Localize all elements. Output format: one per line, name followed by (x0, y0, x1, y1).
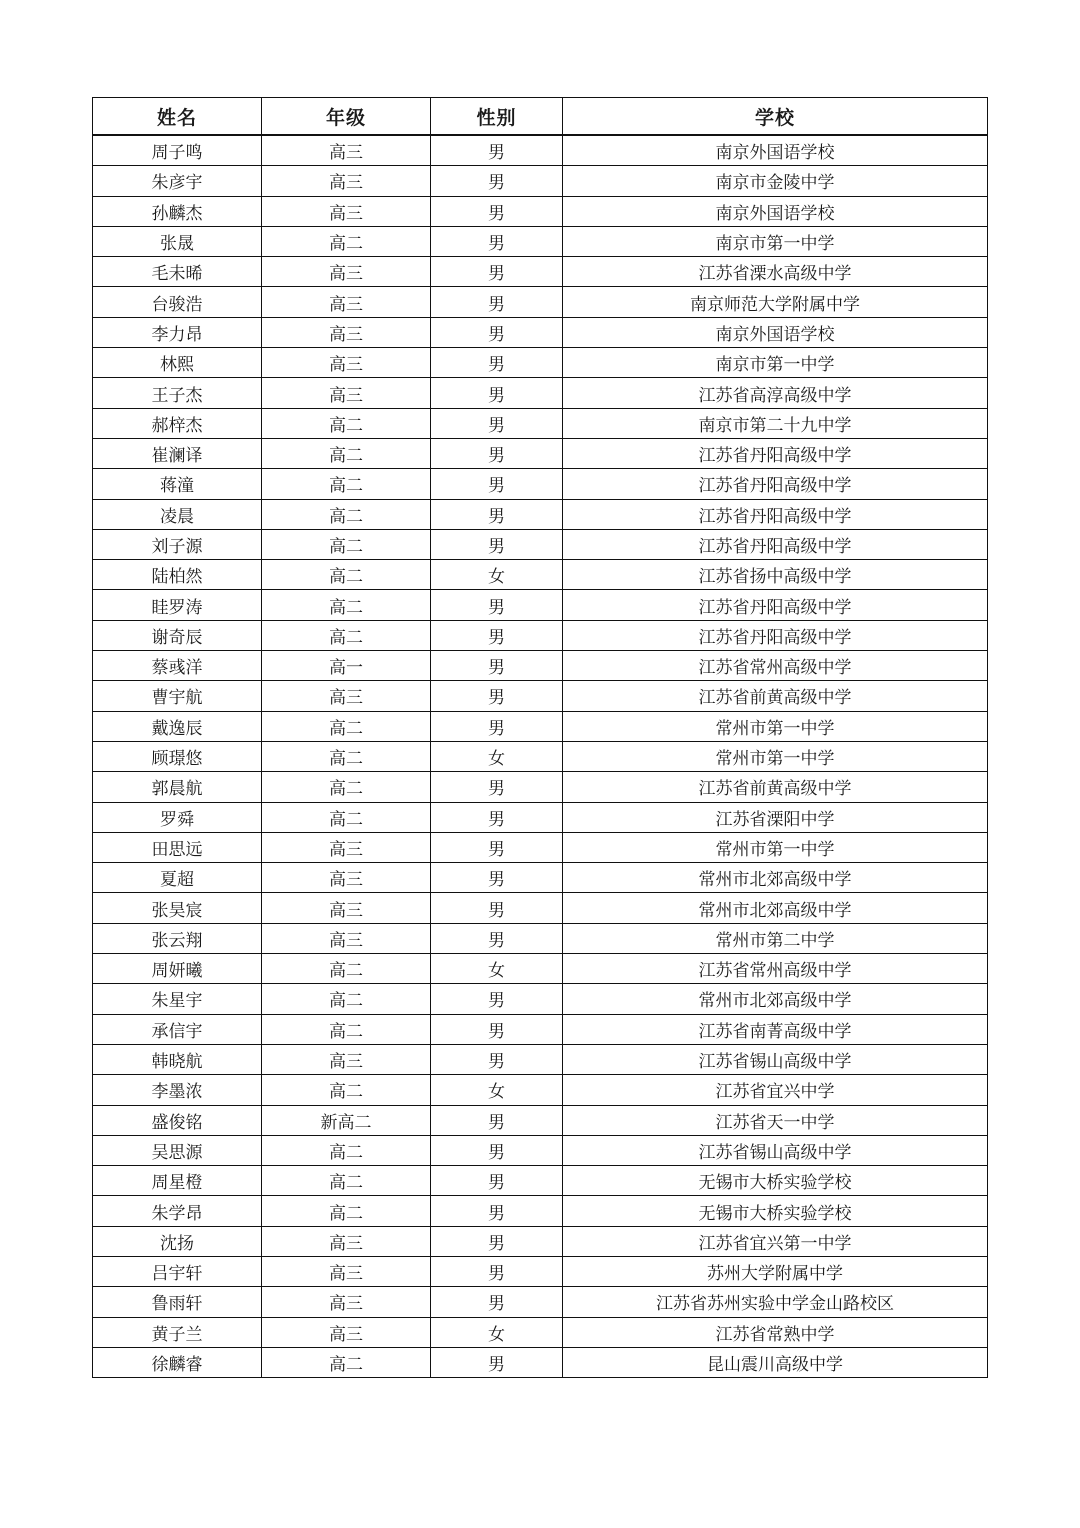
cell-grade: 高二 (262, 1075, 431, 1105)
cell-school: 江苏省前黄高级中学 (563, 772, 988, 802)
cell-school: 江苏省丹阳高级中学 (563, 590, 988, 620)
cell-gender: 男 (431, 681, 563, 711)
cell-school: 江苏省丹阳高级中学 (563, 499, 988, 529)
cell-name: 朱星宇 (93, 984, 262, 1014)
cell-school: 江苏省溧阳中学 (563, 802, 988, 832)
table-row (93, 802, 988, 832)
cell-school: 江苏省高淳高级中学 (563, 378, 988, 408)
cell-name: 曹宇航 (93, 681, 262, 711)
cell-gender: 男 (431, 984, 563, 1014)
cell-school: 南京外国语学校 (563, 196, 988, 226)
cell-gender: 男 (431, 832, 563, 862)
cell-name: 周妍曦 (93, 954, 262, 984)
table-row (93, 1075, 988, 1105)
cell-school: 江苏省宜兴中学 (563, 1075, 988, 1105)
cell-grade: 高三 (262, 196, 431, 226)
table-row (93, 135, 988, 166)
table-row (93, 560, 988, 590)
cell-grade: 高三 (262, 1226, 431, 1256)
table-row (93, 529, 988, 559)
cell-gender: 男 (431, 1014, 563, 1044)
table-row (93, 378, 988, 408)
table-row (93, 257, 988, 287)
cell-school: 江苏省丹阳高级中学 (563, 469, 988, 499)
cell-school: 南京市第一中学 (563, 348, 988, 378)
cell-school: 江苏省宜兴第一中学 (563, 1226, 988, 1256)
table-row (93, 651, 988, 681)
cell-grade: 高二 (262, 1166, 431, 1196)
cell-gender: 男 (431, 317, 563, 347)
table-header (93, 98, 988, 136)
cell-name: 孙麟杰 (93, 196, 262, 226)
cell-name: 凌晨 (93, 499, 262, 529)
cell-gender: 男 (431, 651, 563, 681)
cell-gender: 女 (431, 954, 563, 984)
cell-grade: 高二 (262, 469, 431, 499)
cell-gender: 女 (431, 1317, 563, 1347)
cell-grade: 高三 (262, 681, 431, 711)
table-row (93, 1166, 988, 1196)
cell-name: 林熙 (93, 348, 262, 378)
cell-name: 刘子源 (93, 529, 262, 559)
cell-school: 江苏省苏州实验中学金山路校区 (563, 1287, 988, 1317)
table-row (93, 166, 988, 196)
cell-name: 谢奇辰 (93, 620, 262, 650)
table-row (93, 317, 988, 347)
cell-name: 鲁雨轩 (93, 1287, 262, 1317)
table-row (93, 590, 988, 620)
cell-gender: 女 (431, 1075, 563, 1105)
table-row (93, 741, 988, 771)
table-row (93, 287, 988, 317)
cell-school: 江苏省丹阳高级中学 (563, 438, 988, 468)
table-row (93, 438, 988, 468)
table-row (93, 681, 988, 711)
cell-gender: 男 (431, 196, 563, 226)
cell-school: 常州市第一中学 (563, 741, 988, 771)
cell-name: 郝梓杰 (93, 408, 262, 438)
table-row (93, 1317, 988, 1347)
cell-school: 南京外国语学校 (563, 317, 988, 347)
table-row (93, 1135, 988, 1165)
cell-school: 常州市北郊高级中学 (563, 893, 988, 923)
cell-name: 张昊宸 (93, 893, 262, 923)
cell-name: 吴思源 (93, 1135, 262, 1165)
table-row (93, 832, 988, 862)
cell-school: 江苏省天一中学 (563, 1105, 988, 1135)
cell-grade: 高一 (262, 651, 431, 681)
cell-name: 张云翔 (93, 923, 262, 953)
cell-gender: 男 (431, 499, 563, 529)
cell-name: 王子杰 (93, 378, 262, 408)
header-name: 姓名 (93, 98, 262, 136)
cell-name: 周子鸣 (93, 135, 262, 166)
cell-name: 徐麟睿 (93, 1347, 262, 1377)
cell-grade: 高二 (262, 438, 431, 468)
cell-name: 毛未晞 (93, 257, 262, 287)
cell-name: 张晟 (93, 226, 262, 256)
cell-name: 顾璟悠 (93, 741, 262, 771)
cell-gender: 男 (431, 590, 563, 620)
table-row (93, 499, 988, 529)
cell-grade: 高三 (262, 1287, 431, 1317)
table-row (93, 620, 988, 650)
cell-gender: 男 (431, 1044, 563, 1074)
cell-gender: 男 (431, 348, 563, 378)
table-row (93, 1347, 988, 1377)
table-row (93, 1014, 988, 1044)
cell-grade: 高二 (262, 711, 431, 741)
cell-grade: 新高二 (262, 1105, 431, 1135)
cell-gender: 男 (431, 802, 563, 832)
cell-name: 蒋潼 (93, 469, 262, 499)
cell-gender: 男 (431, 287, 563, 317)
cell-grade: 高二 (262, 772, 431, 802)
cell-name: 郭晨航 (93, 772, 262, 802)
table-row (93, 408, 988, 438)
cell-gender: 男 (431, 257, 563, 287)
cell-name: 罗舜 (93, 802, 262, 832)
table-row (93, 196, 988, 226)
cell-name: 韩晓航 (93, 1044, 262, 1074)
cell-gender: 男 (431, 893, 563, 923)
table-row (93, 348, 988, 378)
cell-school: 南京市第一中学 (563, 226, 988, 256)
student-roster-table (92, 97, 988, 1378)
cell-gender: 男 (431, 1166, 563, 1196)
cell-name: 夏超 (93, 863, 262, 893)
cell-school: 常州市北郊高级中学 (563, 863, 988, 893)
cell-grade: 高二 (262, 408, 431, 438)
header-school: 学校 (563, 98, 988, 136)
cell-gender: 女 (431, 741, 563, 771)
cell-name: 台骏浩 (93, 287, 262, 317)
cell-name: 沈扬 (93, 1226, 262, 1256)
cell-name: 周星橙 (93, 1166, 262, 1196)
cell-grade: 高二 (262, 741, 431, 771)
cell-name: 朱学昂 (93, 1196, 262, 1226)
cell-grade: 高三 (262, 923, 431, 953)
cell-school: 江苏省丹阳高级中学 (563, 529, 988, 559)
cell-school: 南京师范大学附属中学 (563, 287, 988, 317)
cell-grade: 高二 (262, 1347, 431, 1377)
cell-school: 江苏省溧水高级中学 (563, 257, 988, 287)
cell-school: 无锡市大桥实验学校 (563, 1166, 988, 1196)
table-row (93, 863, 988, 893)
cell-grade: 高二 (262, 954, 431, 984)
cell-grade: 高三 (262, 863, 431, 893)
cell-name: 李力昂 (93, 317, 262, 347)
cell-gender: 男 (431, 1347, 563, 1377)
cell-gender: 男 (431, 923, 563, 953)
cell-grade: 高二 (262, 620, 431, 650)
cell-gender: 男 (431, 1287, 563, 1317)
cell-gender: 女 (431, 560, 563, 590)
cell-gender: 男 (431, 711, 563, 741)
table-row (93, 1226, 988, 1256)
cell-grade: 高二 (262, 226, 431, 256)
cell-gender: 男 (431, 135, 563, 166)
cell-grade: 高三 (262, 287, 431, 317)
cell-grade: 高三 (262, 348, 431, 378)
cell-gender: 男 (431, 408, 563, 438)
table-row (93, 1196, 988, 1226)
table-row (93, 1256, 988, 1286)
cell-gender: 男 (431, 378, 563, 408)
cell-gender: 男 (431, 1196, 563, 1226)
table-row (93, 1044, 988, 1074)
cell-grade: 高三 (262, 832, 431, 862)
cell-school: 江苏省锡山高级中学 (563, 1044, 988, 1074)
table-body (93, 135, 988, 1378)
cell-grade: 高二 (262, 1196, 431, 1226)
cell-school: 常州市第二中学 (563, 923, 988, 953)
cell-gender: 男 (431, 1135, 563, 1165)
cell-name: 眭罗涛 (93, 590, 262, 620)
cell-grade: 高二 (262, 1014, 431, 1044)
cell-grade: 高三 (262, 1044, 431, 1074)
table-row (93, 893, 988, 923)
table-row (93, 711, 988, 741)
cell-grade: 高二 (262, 499, 431, 529)
cell-school: 南京外国语学校 (563, 135, 988, 166)
cell-school: 江苏省锡山高级中学 (563, 1135, 988, 1165)
cell-grade: 高二 (262, 984, 431, 1014)
cell-school: 江苏省南菁高级中学 (563, 1014, 988, 1044)
cell-school: 江苏省常州高级中学 (563, 954, 988, 984)
cell-name: 崔澜译 (93, 438, 262, 468)
table-row (93, 923, 988, 953)
cell-school: 昆山震川高级中学 (563, 1347, 988, 1377)
header-grade: 年级 (262, 98, 431, 136)
cell-gender: 男 (431, 469, 563, 499)
cell-gender: 男 (431, 1256, 563, 1286)
cell-school: 江苏省常州高级中学 (563, 651, 988, 681)
cell-grade: 高三 (262, 257, 431, 287)
table-row (93, 1287, 988, 1317)
cell-school: 南京市第二十九中学 (563, 408, 988, 438)
cell-school: 南京市金陵中学 (563, 166, 988, 196)
table-row (93, 772, 988, 802)
table-row (93, 984, 988, 1014)
cell-gender: 男 (431, 1226, 563, 1256)
cell-gender: 男 (431, 166, 563, 196)
cell-grade: 高三 (262, 1256, 431, 1286)
cell-grade: 高二 (262, 529, 431, 559)
cell-grade: 高三 (262, 166, 431, 196)
table-row (93, 226, 988, 256)
cell-name: 陆柏然 (93, 560, 262, 590)
cell-gender: 男 (431, 438, 563, 468)
cell-school: 常州市北郊高级中学 (563, 984, 988, 1014)
cell-grade: 高二 (262, 802, 431, 832)
cell-grade: 高三 (262, 317, 431, 347)
cell-name: 田思远 (93, 832, 262, 862)
cell-gender: 男 (431, 863, 563, 893)
cell-name: 吕宇轩 (93, 1256, 262, 1286)
cell-school: 无锡市大桥实验学校 (563, 1196, 988, 1226)
cell-school: 苏州大学附属中学 (563, 1256, 988, 1286)
cell-gender: 男 (431, 772, 563, 802)
table-row (93, 1105, 988, 1135)
cell-name: 盛俊铭 (93, 1105, 262, 1135)
cell-gender: 男 (431, 226, 563, 256)
cell-name: 蔡彧洋 (93, 651, 262, 681)
cell-gender: 男 (431, 620, 563, 650)
cell-grade: 高二 (262, 1135, 431, 1165)
cell-name: 承信宇 (93, 1014, 262, 1044)
table-row (93, 469, 988, 499)
header-row (93, 98, 988, 136)
cell-school: 常州市第一中学 (563, 832, 988, 862)
cell-grade: 高二 (262, 560, 431, 590)
cell-name: 朱彦宇 (93, 166, 262, 196)
cell-grade: 高三 (262, 135, 431, 166)
cell-school: 江苏省常熟中学 (563, 1317, 988, 1347)
cell-gender: 男 (431, 529, 563, 559)
cell-school: 江苏省前黄高级中学 (563, 681, 988, 711)
cell-grade: 高三 (262, 893, 431, 923)
cell-school: 常州市第一中学 (563, 711, 988, 741)
cell-school: 江苏省扬中高级中学 (563, 560, 988, 590)
cell-name: 戴逸辰 (93, 711, 262, 741)
cell-name: 李墨浓 (93, 1075, 262, 1105)
cell-gender: 男 (431, 1105, 563, 1135)
table-row (93, 954, 988, 984)
cell-grade: 高二 (262, 590, 431, 620)
header-gender: 性别 (431, 98, 563, 136)
cell-school: 江苏省丹阳高级中学 (563, 620, 988, 650)
cell-grade: 高三 (262, 378, 431, 408)
cell-name: 黄子兰 (93, 1317, 262, 1347)
cell-grade: 高三 (262, 1317, 431, 1347)
